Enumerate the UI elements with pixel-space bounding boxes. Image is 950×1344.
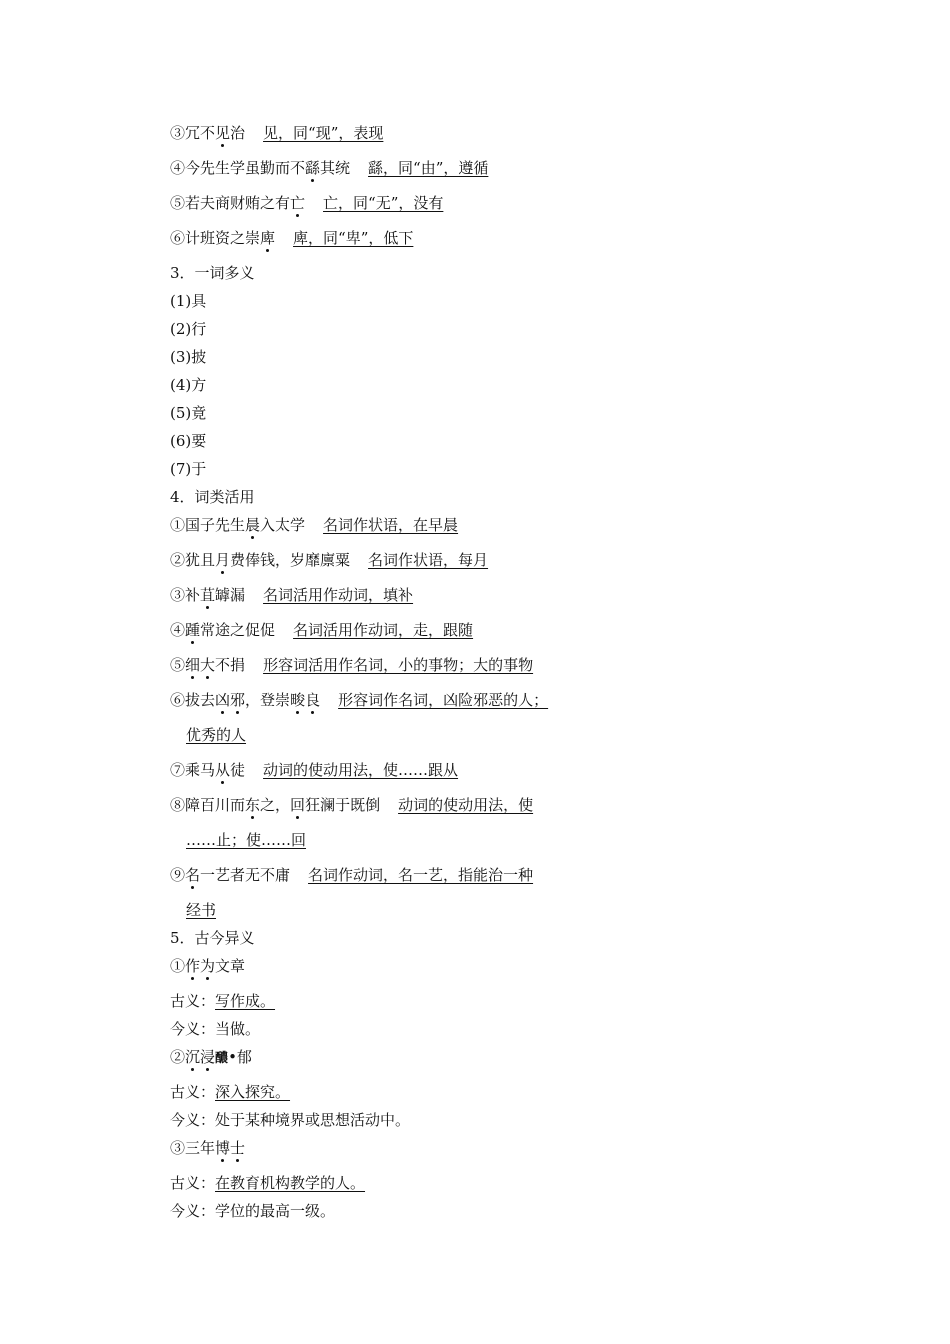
key-char: 繇 <box>305 159 321 177</box>
item-text: 治 <box>230 124 246 142</box>
item-text: ③冗不 <box>170 124 216 142</box>
ancient-meaning <box>170 987 610 1015</box>
key-char: 士 <box>230 1139 246 1157</box>
answer-text: 形容词作名词，凶险邪恶的人； <box>338 691 549 709</box>
item-text: 学位的最高一级。 <box>215 1202 336 1220</box>
item-text: ⑤若夫商财贿之有 <box>170 194 291 212</box>
item-text: 醲 <box>215 1051 229 1066</box>
item-text: 罅漏 <box>215 586 246 604</box>
answer-text: 经书 <box>186 901 217 919</box>
section-title: 3．一词多义 <box>170 264 255 282</box>
label: 今义： <box>170 1202 216 1220</box>
tongjia-item <box>170 189 610 224</box>
label: 今义： <box>170 1020 216 1038</box>
huoyong-item <box>170 791 610 826</box>
answer-text: 名词作状语，在早晨 <box>323 516 459 534</box>
huoyong-item-continued <box>170 721 610 756</box>
item-text: ⑥计班资之崇 <box>170 229 261 247</box>
item-text: 之， <box>260 796 291 814</box>
item-text: 文章 <box>215 957 246 975</box>
list-item: (6)要 <box>170 432 207 450</box>
ancient-meaning <box>170 1078 610 1106</box>
answer-text: 动词的使动用法，使 <box>398 796 534 814</box>
item-text: 不捐 <box>215 656 246 674</box>
item-text: ②犹且 <box>170 551 216 569</box>
answer-text: 在教育机构教学的人。 <box>215 1174 366 1192</box>
key-char: 凶 <box>215 691 231 709</box>
huoyong-item <box>170 861 610 896</box>
modern-meaning <box>170 1106 610 1134</box>
huoyong-item <box>170 511 610 546</box>
huoyong-item-continued <box>170 826 610 861</box>
list-item: (2)行 <box>170 320 207 338</box>
key-char: 浸 <box>200 1048 216 1066</box>
list-item: (3)披 <box>170 348 207 366</box>
key-char: 东 <box>245 796 261 814</box>
item-text: ④ <box>170 621 186 639</box>
key-char: 见 <box>215 124 231 142</box>
answer-text: 名词作状语，每月 <box>368 551 489 569</box>
key-char: 回 <box>290 796 306 814</box>
item-text: ⑧障百川而 <box>170 796 246 814</box>
key-char: 邪 <box>230 691 246 709</box>
key-char: 从 <box>215 761 231 779</box>
item-text: ，登崇 <box>245 691 291 709</box>
section-title: 4．词类活用 <box>170 488 255 506</box>
key-char: 沉 <box>185 1048 201 1066</box>
key-char: 月 <box>215 551 231 569</box>
item-text: ④今先生学虽勤而不 <box>170 159 306 177</box>
key-char: 博 <box>215 1139 231 1157</box>
yiyi-term <box>170 1134 610 1169</box>
label: 古义： <box>170 992 216 1010</box>
yiyi-term <box>170 1043 610 1078</box>
key-char: 苴 <box>200 586 216 604</box>
huoyong-item-continued <box>170 896 610 924</box>
answer-text: 庳，同“卑”，低下 <box>293 229 414 247</box>
list-item: (5)竟 <box>170 404 207 422</box>
item-text: ① <box>170 957 186 975</box>
answer-text: 名词活用作动词，走，跟随 <box>293 621 474 639</box>
item-text: 费俸钱，岁靡廪粟 <box>230 551 351 569</box>
huoyong-item <box>170 581 610 616</box>
item-text: ⑥拔去 <box>170 691 216 709</box>
item-text: • <box>228 1048 237 1066</box>
item-text: ③三年 <box>170 1139 216 1157</box>
answer-text: 见，同“现”，表现 <box>263 124 384 142</box>
key-char: 亡 <box>290 194 306 212</box>
key-char: 良 <box>305 691 321 709</box>
list-item: (1)具 <box>170 292 207 310</box>
item-text: 常途之促促 <box>200 621 276 639</box>
key-char: 为 <box>200 957 216 975</box>
modern-meaning <box>170 1197 610 1225</box>
item-text: 郁 <box>236 1048 252 1066</box>
item-text: ⑤ <box>170 656 186 674</box>
tongjia-item <box>170 119 610 154</box>
answer-text: 名词活用作动词，填补 <box>263 586 414 604</box>
tongjia-item <box>170 224 610 259</box>
item-text: ⑨ <box>170 866 186 884</box>
document-body <box>170 119 610 1225</box>
yiyi-term <box>170 952 610 987</box>
item-text: ③补 <box>170 586 201 604</box>
answer-text: 优秀的人 <box>186 726 247 744</box>
key-char: 作 <box>185 957 201 975</box>
key-char: 畯 <box>290 691 306 709</box>
answer-text: 名词作动词，名一艺，指能治一种 <box>308 866 534 884</box>
modern-meaning <box>170 1015 610 1043</box>
huoyong-item <box>170 616 610 651</box>
tongjia-item <box>170 154 610 189</box>
answer-text: 写作成。 <box>215 992 276 1010</box>
ancient-meaning <box>170 1169 610 1197</box>
answer-text: 动词的使动用法，使……跟从 <box>263 761 459 779</box>
key-char: 晨 <box>245 516 261 534</box>
item-text: 一艺者无不庸 <box>200 866 291 884</box>
item-text: 当做。 <box>215 1020 261 1038</box>
item-text: ①国子先生 <box>170 516 246 534</box>
item-text: 徒 <box>230 761 246 779</box>
section-title: 5．古今异义 <box>170 929 255 947</box>
label: 今义： <box>170 1111 216 1129</box>
huoyong-item <box>170 756 610 791</box>
key-char: 踵 <box>185 621 201 639</box>
item-text: ⑦乘马 <box>170 761 216 779</box>
label: 古义： <box>170 1174 216 1192</box>
item-text: ② <box>170 1048 186 1066</box>
answer-text: 繇，同“由”，遵循 <box>368 159 489 177</box>
answer-text: 深入探究。 <box>215 1083 291 1101</box>
key-char: 名 <box>185 866 201 884</box>
answer-text: ……止；使……回 <box>186 831 307 849</box>
list-item: (7)于 <box>170 460 207 478</box>
label: 古义： <box>170 1083 216 1101</box>
item-text: 处于某种境界或思想活动中。 <box>215 1111 411 1129</box>
key-char: 庳 <box>260 229 276 247</box>
key-char: 大 <box>200 656 216 674</box>
key-char: 细 <box>185 656 201 674</box>
list-item: (4)方 <box>170 376 207 394</box>
answer-text: 亡，同“无”，没有 <box>323 194 444 212</box>
huoyong-item <box>170 686 610 721</box>
huoyong-item <box>170 651 610 686</box>
item-text: 其统 <box>320 159 351 177</box>
answer-text: 形容词活用作名词，小的事物；大的事物 <box>263 656 534 674</box>
item-text: 狂澜于既倒 <box>305 796 381 814</box>
huoyong-item <box>170 546 610 581</box>
item-text: 入太学 <box>260 516 306 534</box>
